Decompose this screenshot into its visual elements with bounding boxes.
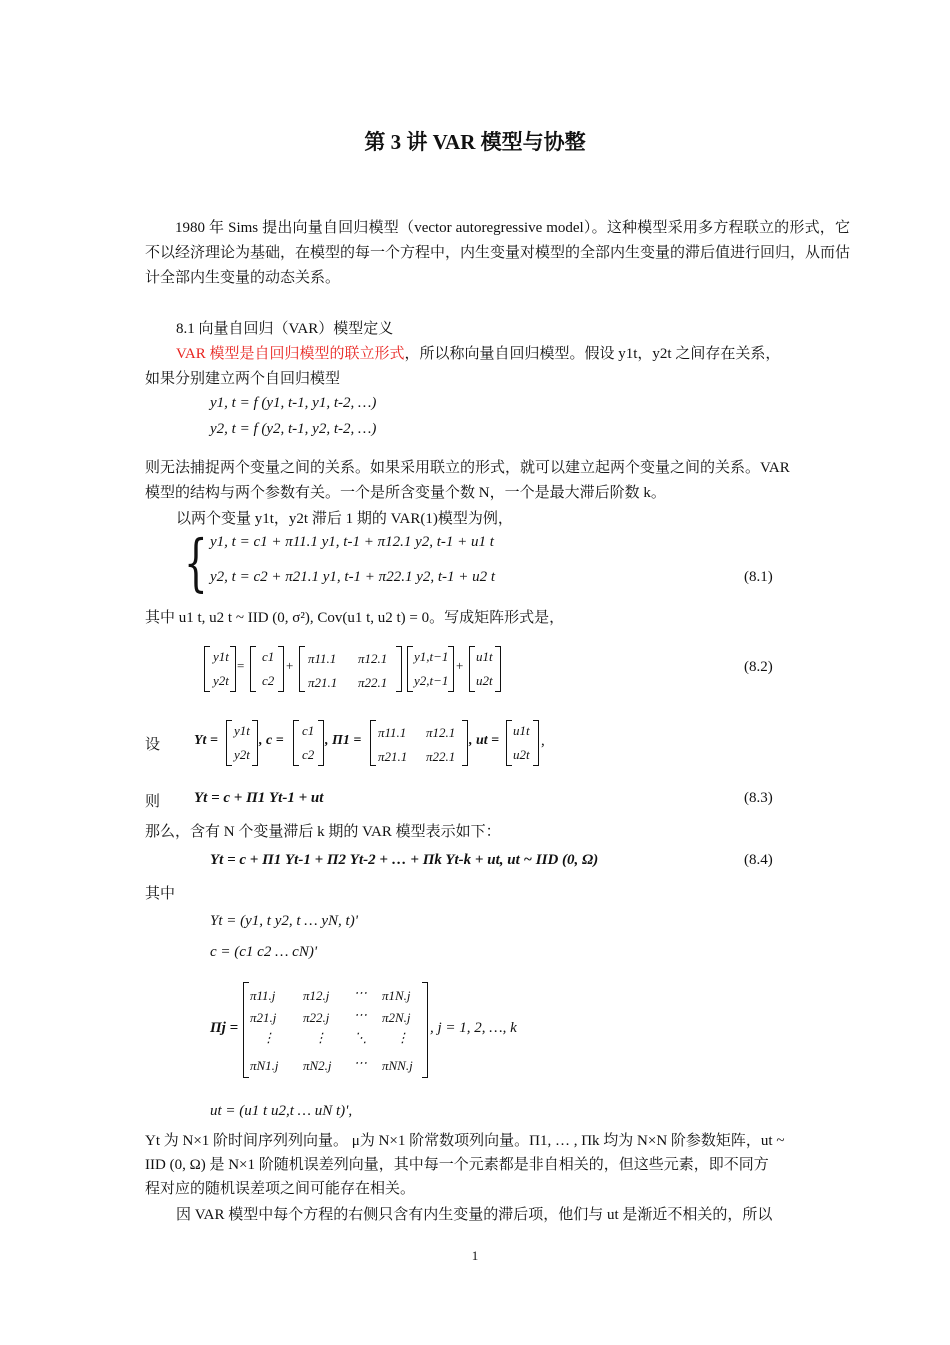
c-def-2: c2 <box>302 747 315 762</box>
pi-22: π22.1 <box>358 675 388 690</box>
definition-line-2: 如果分别建立两个自回归模型 <box>145 371 341 387</box>
pij-33: ⋱ <box>354 1030 367 1045</box>
pi-def-11: π11.1 <box>378 725 407 740</box>
pij-32: ⋮ <box>314 1030 327 1045</box>
page-title: 第 3 讲 VAR 模型与协整 <box>364 130 586 154</box>
u-vec-2: u2t <box>476 673 493 688</box>
para2-line1: 则无法捕捉两个变量之间的关系。如果采用联立的形式，就可以建立起两个变量之间的关系。VAR <box>145 460 790 476</box>
pi-def-21: π21.1 <box>378 749 408 764</box>
para2-line2: 模型的结构与两个参数有关。一个是所含变量个数 N，一个是最大滞后阶数 k。 <box>145 485 666 501</box>
y-vec-2: y2t <box>213 673 229 688</box>
page-number: 1 <box>471 1248 479 1263</box>
eq-number-8-3: (8.3) <box>744 790 773 806</box>
pi-def-22: π22.1 <box>426 749 456 764</box>
c-vec-1: c1 <box>262 649 275 664</box>
desc-line-1: Yt 为 N×1 阶时间序列列向量。 μ为 N×1 阶常数项列向量。Π1, … , Πk 均为 N×N 阶参数矩阵，ut ~ <box>145 1133 785 1149</box>
then-label: 则 <box>145 794 161 810</box>
u-vec-1: u1t <box>476 649 493 664</box>
equals-sign: = <box>237 658 245 673</box>
desc-line-2: IID (0, Ω) 是 N×1 阶随机误差列向量，其中每一个元素都是非自相关的，但这些元素，即不同方 <box>145 1157 769 1173</box>
pi-label: , Π1 = <box>325 733 362 748</box>
u-label: , ut = <box>469 733 500 748</box>
where-label: 其中 <box>145 886 176 902</box>
pij-23: ⋯ <box>354 1007 367 1022</box>
y-vec-1: y1t <box>213 649 229 664</box>
general-model-line: 那么，含有 N 个变量滞后 k 期的 VAR 模型表示如下： <box>145 824 501 840</box>
section-heading: 8.1 向量自回归（VAR）模型定义 <box>176 321 394 337</box>
pij-12: π12.j <box>303 988 330 1003</box>
ylag-1: y1,t−1 <box>414 649 449 664</box>
pij-42: πN2.j <box>303 1058 332 1073</box>
eq-number-8-4: (8.4) <box>744 852 773 868</box>
c-def-1: c1 <box>302 723 315 738</box>
def-u: ut = (u1 t u2,t … uN t)', <box>210 1103 353 1119</box>
def-c: c = (c1 c2 … cN)' <box>210 944 318 960</box>
def-Y: Yt = (y1, t y2, t … yN, t)' <box>210 913 358 929</box>
error-assumption: 其中 u1 t, u2 t ~ IID (0, σ²), Cov(u1 t, u2 t) = 0。写成矩阵形式是， <box>145 610 565 626</box>
Y-def-1: y1t <box>234 723 250 738</box>
ylag-2: y2,t−1 <box>414 673 449 688</box>
Y-label: Yt = <box>194 733 218 748</box>
pi-12: π12.1 <box>358 651 388 666</box>
pij-34: ⋮ <box>396 1030 409 1045</box>
u-def-2: u2t <box>513 747 530 762</box>
j-range: , j = 1, 2, …, k <box>430 1020 517 1036</box>
system-eq-2: y2, t = c2 + π21.1 y1, t-1 + π22.1 y2, t-1 + u2 t <box>210 569 496 585</box>
desc-line-3: 程对应的随机误差项之间可能存在相关。 <box>145 1181 416 1197</box>
pi-def-12: π12.1 <box>426 725 456 740</box>
last-line: 因 VAR 模型中每个方程的右侧只含有内生变量的滞后项，他们与 ut 是渐近不相关的，所以 <box>176 1207 773 1223</box>
pij-44: πNN.j <box>382 1058 413 1073</box>
pij-14: π1N.j <box>382 988 411 1003</box>
intro-paragraph: 1980 年 Sims 提出向量自回归模型（vector autoregressive model）。这种模型采用多方程联立的形式，它不以经济理论为基础，在模型的每一个方程中，内生变量对模型的全部内生变量的滞后值进行回归，从而估计全部内生变量的动态关系。 <box>145 220 851 286</box>
pij-22: π22.j <box>303 1010 330 1025</box>
eq-8-4-formula: Yt = c + Π1 Yt-1 + Π2 Yt-2 + … + Πk Yt-k + ut, ut ~ IID (0, Ω) <box>210 852 599 868</box>
plus-sign-2: + <box>456 658 464 673</box>
pij-24: π2N.j <box>382 1010 411 1025</box>
eq-number-8-2: (8.2) <box>744 659 773 675</box>
definition-line <box>176 342 780 363</box>
system-brace: { <box>184 526 208 599</box>
pij-31: ⋮ <box>262 1030 275 1045</box>
let-label: 设 <box>145 737 161 753</box>
definition-rest: ，所以称向量自回归模型。假设 y1t，y2t 之间存在关系， <box>404 346 781 362</box>
pij-43: ⋯ <box>354 1055 367 1070</box>
ar-model-2: y2, t = f (y2, t-1, y2, t-2, …) <box>210 421 377 437</box>
pij-21: π21.j <box>250 1010 277 1025</box>
system-eq-1: y1, t = c1 + π11.1 y1, t-1 + π12.1 y2, t-1 + u1 t <box>210 534 494 550</box>
pij-11: π11.j <box>250 988 276 1003</box>
pi-11: π11.1 <box>308 651 337 666</box>
example-line: 以两个变量 y1t，y2t 滞后 1 期的 VAR(1)模型为例， <box>176 511 513 527</box>
u-def-1: u1t <box>513 723 530 738</box>
eq-number-8-1: (8.1) <box>744 569 773 585</box>
trailing-comma: , <box>541 733 545 749</box>
ar-model-1: y1, t = f (y1, t-1, y1, t-2, …) <box>210 395 377 411</box>
highlighted-definition: VAR 模型是自回归模型的联立形式 <box>176 346 405 362</box>
c-vec-2: c2 <box>262 673 275 688</box>
pi-21: π21.1 <box>308 675 338 690</box>
plus-sign: + <box>286 658 294 673</box>
pij-41: πN1.j <box>250 1058 279 1073</box>
eq-8-3-formula: Yt = c + Π1 Yt-1 + ut <box>194 790 324 806</box>
pij-13: ⋯ <box>354 985 367 1000</box>
Y-def-2: y2t <box>234 747 250 762</box>
c-label: , c = <box>259 733 284 748</box>
pi-j-label: Πj = <box>210 1020 239 1036</box>
